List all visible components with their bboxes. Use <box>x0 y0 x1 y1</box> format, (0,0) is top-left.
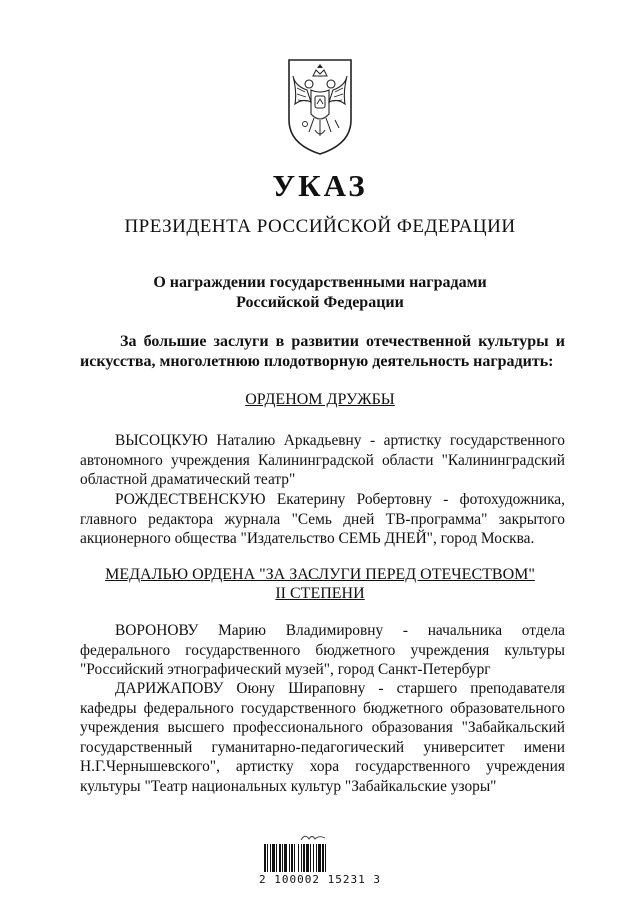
preamble-text: За большие заслуги в развитии отечественной культуры и искусства, многолетнюю плодотворную деятельность наградить: <box>80 333 565 370</box>
barcode-icon <box>263 844 371 872</box>
subject-line-2: Российской Федерации <box>236 294 404 311</box>
award-heading-medal-of-merit <box>0 565 640 603</box>
subject-line-1: О награждении государственными наградами <box>153 274 487 291</box>
awardee-text: ВОРОНОВУ Марию Владимировну - начальника отдела федерального государственного бюджетного учреждения культуры "Российский этнографический музей", город Санкт-Петербург <box>80 622 565 678</box>
award-degree: II СТЕПЕНИ <box>275 585 365 602</box>
coat-of-arms-icon <box>287 58 353 156</box>
award-title: МЕДАЛЬЮ ОРДЕНА "ЗА ЗАСЛУГИ ПЕРЕД ОТЕЧЕСТВОМ" <box>105 566 535 583</box>
page-title: УКАЗ <box>272 168 368 203</box>
awardee-text: РОЖДЕСТВЕНСКУЮ Екатерину Робертовну - фотохудожника, главного редактора журнала "Семь дней ТВ-программа" закрытого акционерного общества "Издательство СЕМЬ ДНЕЙ", город Москва. <box>80 491 565 547</box>
award-heading-order-of-friendship <box>0 390 640 409</box>
decree-subject <box>0 273 640 313</box>
awardee-paragraph <box>80 490 565 549</box>
signature-mark <box>300 832 326 844</box>
barcode-number: 2 100002 15231 3 <box>259 873 381 886</box>
awardee-paragraph <box>80 431 565 490</box>
award-title: ОРДЕНОМ ДРУЖБЫ <box>245 391 395 408</box>
awardee-text: ВЫСОЦКУЮ Наталию Аркадьевну - артистку государственного автономного учреждения Калининградской области "Калининградский областной драматический театр" <box>80 432 565 488</box>
preamble <box>80 332 565 372</box>
page-subtitle: ПРЕЗИДЕНТА РОССИЙСКОЙ ФЕДЕРАЦИИ <box>124 216 516 237</box>
awardee-paragraph <box>80 679 565 796</box>
awardee-text: ДАРИЖАПОВУ Оюну Шираповну - старшего преподавателя кафедры федерального государственного бюджетного образовательного учреждения высшего профессионального образования "Забайкальский государственный гуманитарно-педагогический университет имени Н.Г.Чернышевского", артистку хора государственного учреждения культуры "Театр национальных культур "Забайкальские узоры" <box>80 680 565 795</box>
awardee-paragraph <box>80 621 565 680</box>
